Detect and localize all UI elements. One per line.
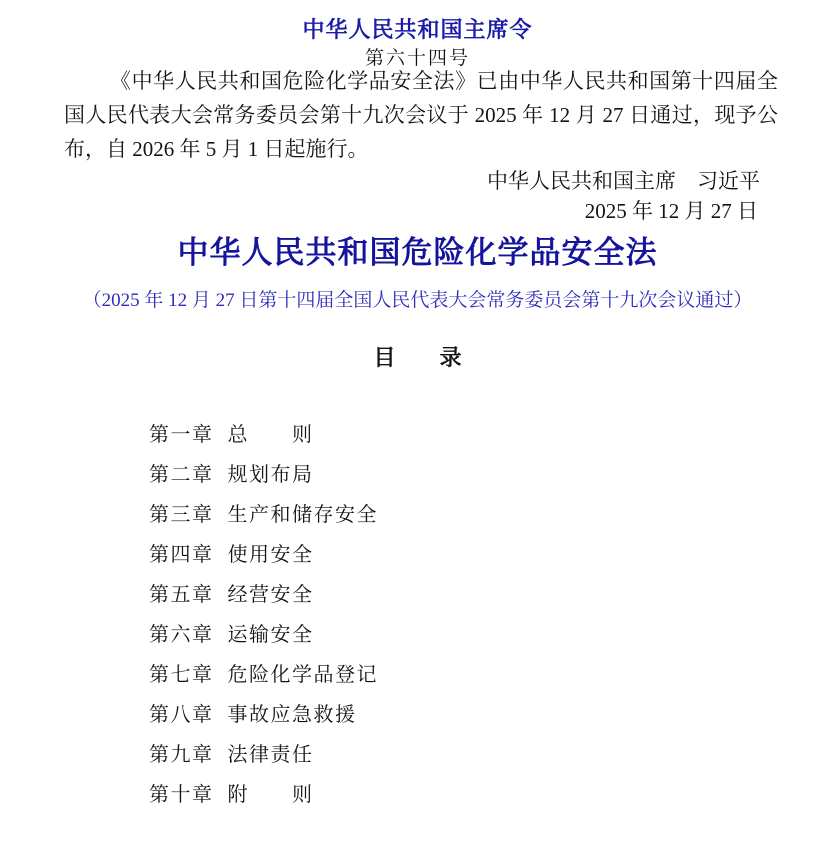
toc-chapter-title: 生产和储存安全: [227, 504, 378, 526]
toc-chapter-number: 第十章: [149, 784, 214, 806]
toc-chapter-title: 总 则: [227, 424, 314, 446]
toc-chapter-number: 第四章: [149, 544, 214, 566]
toc-chapter-number: 第三章: [149, 504, 214, 526]
passage-note: （2025 年 12 月 27 日第十四届全国人民代表大会常务委员会第十九次会议通过）: [82, 290, 753, 311]
toc-chapter-title: 危险化学品登记: [227, 664, 378, 686]
toc-chapter-number: 第六章: [149, 624, 214, 646]
toc-item: [110, 375, 378, 446]
decree-title: 中华人民共和国主席令: [302, 17, 533, 42]
toc-chapter-number: 第八章: [149, 704, 214, 726]
decree-number: 第六十四号: [364, 48, 470, 69]
toc-chapter-title: 使用安全: [227, 544, 314, 566]
toc-chapter-title: 规划布局: [227, 464, 314, 486]
toc-chapter-number: 第九章: [149, 744, 214, 766]
toc-chapter-title: 附 则: [227, 784, 314, 806]
table-of-contents: [110, 375, 378, 806]
decree-date: 2025 年 12 月 27 日: [584, 199, 758, 223]
toc-chapter-title: 法律责任: [227, 744, 314, 766]
toc-heading: 目 录: [373, 345, 462, 370]
toc-chapter-title: 运输安全: [227, 624, 314, 646]
toc-chapter-number: 第二章: [149, 464, 214, 486]
toc-chapter-title: 事故应急救援: [227, 704, 357, 726]
toc-chapter-title: 经营安全: [227, 584, 314, 606]
decree-body-paragraph: 《中华人民共和国危险化学品安全法》已由中华人民共和国第十四届全国人民代表大会常务委员会第十九次会议于 2025 年 12 月 27 日通过，现予公布，自 2026 年 5 月 1 日起施行。: [64, 69, 778, 161]
law-title: 中华人民共和国危险化学品安全法: [177, 235, 658, 270]
toc-chapter-number: 第七章: [149, 664, 214, 686]
signature-line: 中华人民共和国主席 习近平: [487, 169, 760, 193]
toc-chapter-number: 第五章: [149, 584, 214, 606]
toc-chapter-number: 第一章: [149, 424, 214, 446]
